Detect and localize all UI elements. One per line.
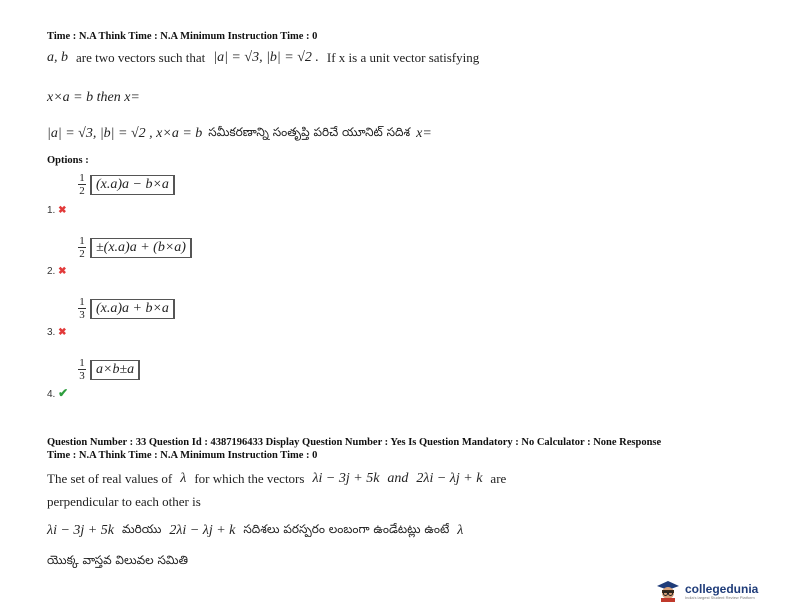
brand-tagline: India's largest Student Review Platform — [685, 594, 755, 600]
q33-meta-line2: Time : N.A Think Time : N.A Minimum Instruction Time : 0 — [47, 450, 318, 461]
option-2-expr: ±(x.a)a + (b×a) — [90, 238, 192, 258]
option-4-expr: a×b±a — [90, 360, 140, 380]
q33-telugu-lambda: λ — [457, 522, 464, 538]
option-2-expression — [78, 235, 192, 260]
option-1-expr: (x.a)a − b×a — [90, 175, 175, 195]
cross-icon: ✖ — [58, 205, 67, 216]
option-1-number[interactable]: 1. ✖ — [47, 205, 67, 216]
q32-telugu-text: సమీకరణాన్ని సంతృప్తి పరిచే యూనిట్ సదిశ — [208, 125, 411, 139]
q33-telugu-vector-2: 2λi − λj + k — [169, 522, 236, 538]
q32-stem-text2: If x is a unit vector satisfying — [326, 50, 480, 65]
option-2-fraction: $\frac{1}{2}$ — [79, 235, 85, 260]
option-1-fraction: $\frac{1}{2}$ — [79, 172, 85, 197]
student-mascot-icon — [655, 580, 681, 602]
option-1-expression — [78, 172, 175, 197]
q32-stem-cond: |a| = √3, |b| = √2 . — [213, 50, 319, 65]
q33-stem-text2: for which the vectors — [194, 471, 305, 486]
q33-telugu-line — [47, 522, 463, 539]
q32-stem — [47, 50, 479, 66]
q32-stem-text: are two vectors such that — [76, 50, 206, 65]
cross-icon: ✖ — [58, 327, 67, 338]
q32-telugu-eq: |a| = √3, |b| = √2 , x×a = b — [47, 125, 203, 141]
brand-name: collegedunia — [685, 581, 759, 596]
q33-stem — [47, 471, 506, 487]
q33-are: are — [490, 471, 507, 486]
option-4-fraction: $\frac{1}{3}$ — [79, 357, 85, 382]
q33-telugu-text: సదిశలు పరస్పరం లంబంగా ఉండేటట్లు ఉంటే — [243, 522, 450, 536]
collegedunia-logo — [655, 580, 758, 602]
q33-vector-2: 2λi − λj + k — [416, 471, 483, 486]
option-3-expression — [78, 296, 175, 321]
q33-stem-text: The set of real values of — [47, 471, 173, 486]
option-2-number[interactable]: 2. ✖ — [47, 266, 67, 277]
q32-meta: Time : N.A Think Time : N.A Minimum Instruction Time : 0 — [47, 31, 318, 42]
q33-and: and — [387, 471, 409, 486]
q33-stem-line2: perpendicular to each other is — [47, 494, 201, 509]
q32-telugu-end: x= — [416, 125, 432, 141]
option-3-expr: (x.a)a + b×a — [90, 299, 175, 319]
options-label: Options : — [47, 155, 89, 166]
q33-telugu-line2: యొక్క వాస్తవ విలువల సమితి — [47, 553, 188, 567]
q33-lambda: λ — [180, 471, 187, 486]
q33-vector-1: λi − 3j + 5k — [312, 471, 380, 486]
q32-stem-equation: x×a = b then x= — [47, 90, 140, 105]
q32-telugu-line — [47, 125, 432, 142]
option-4-number[interactable]: 4. ✔ — [47, 386, 69, 400]
q33-telugu-mariyu: మరియు — [121, 522, 162, 536]
option-3-fraction: $\frac{1}{3}$ — [79, 296, 85, 321]
check-icon: ✔ — [58, 386, 69, 400]
q33-meta-line1: Question Number : 33 Question Id : 4387196433 Display Question Number : Yes Is Question Mandatory : No Calculator : None Response — [47, 437, 662, 448]
q32-stem-vars: a, b — [47, 50, 68, 65]
q33-telugu-vector-1: λi − 3j + 5k — [47, 522, 114, 538]
cross-icon: ✖ — [58, 266, 67, 277]
option-3-number[interactable]: 3. ✖ — [47, 327, 67, 338]
option-4-expression — [78, 357, 140, 382]
